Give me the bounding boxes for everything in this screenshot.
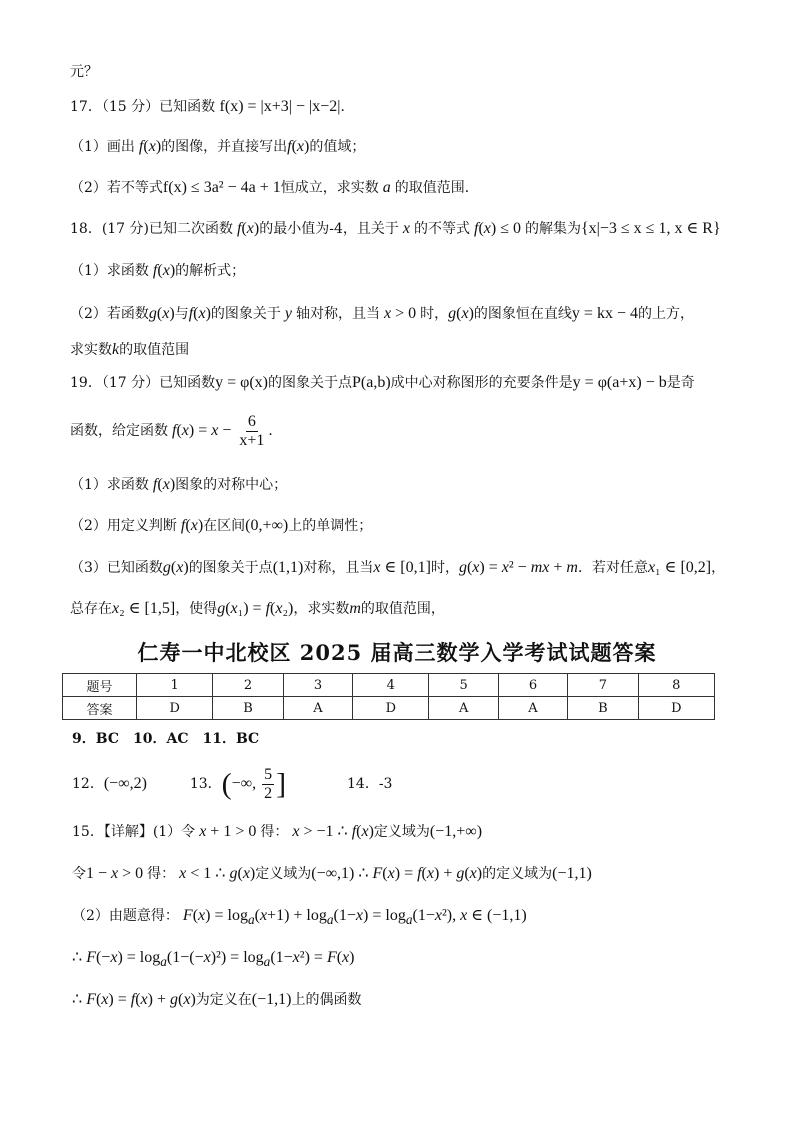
- table-cell: 7: [568, 674, 638, 697]
- s15-line2: 令1 − x > 0 得： x < 1 ∴ g(x)定义域为(−∞,1) ∴ F(x) = f(x) + g(x)的定义域为(−1,1): [72, 865, 592, 882]
- table-cell: 8: [638, 674, 714, 697]
- table-cell: 题号: [63, 674, 137, 697]
- q17-part1: （1）画出 f(x)的图像，并直接写出f(x)的值域；: [70, 138, 366, 155]
- answers-9-11: 9．BC 10．AC 11．BC: [72, 731, 260, 747]
- table-cell: 5: [429, 674, 498, 697]
- table-row: [63, 674, 715, 697]
- table-cell: B: [213, 697, 283, 720]
- table-cell: 3: [283, 674, 352, 697]
- s15-line4: ∴ $F(-x) = \log_a(1-(-x)^2) = \log_a(1-x^2) = F(x)$: [72, 949, 355, 970]
- q19-part2: （2）用定义判断 f(x)在区间(0,+∞)上的单调性；: [70, 517, 373, 534]
- q19-stem-cont: 函数，给定函数 f(x) = x − $\frac{6}{x+1}$ ．: [70, 412, 283, 449]
- s15-line3: （2）由题意得： $F(x) = \log_a(x+1) + \log_a(1-x) = \log_a(1-x^2)$, x ∈ (−1,1): [72, 907, 527, 928]
- s15-line1: 15．【详解】(1）令 x + 1 > 0 得： x > −1 ∴ f(x)定义域为(−1,+∞): [72, 823, 483, 840]
- q17-part2: （2）若不等式f(x) ≤ 3a² − 4a + 1恒成立，求实数 a 的取值范围．: [70, 179, 479, 196]
- q18-solution-set: {x|−3 ≤ x ≤ 1, x ∈ R}: [580, 220, 721, 237]
- table-cell: A: [498, 697, 567, 720]
- q17-function: f(x) = |x+3| − |x−2|: [219, 98, 341, 115]
- table-cell: D: [353, 697, 429, 720]
- table-cell: 答案: [63, 697, 137, 720]
- q19-part3-cont: 总存在x₂ ∈ [1,5]，使得g(x₁) = f(x₂)，求实数m的取值范围，: [70, 600, 445, 617]
- answers-12-14: 12．(−∞,2) 13．(−∞, $\frac{5}{2}$ ] 14．-3: [72, 765, 393, 802]
- q18-part2-cont: 求实数k的取值范围: [70, 341, 190, 358]
- table-cell: 1: [137, 674, 213, 697]
- q18-stem: 18．(17 分)已知二次函数 f(x)的最小值为-4，且关于 x 的不等式 f(x) ≤ 0 的解集为{x|−3 ≤ x ≤ 1, x ∈ R}: [70, 220, 721, 237]
- q17-stem: 17．（15 分）已知函数 f(x) = |x+3| − |x−2|．: [70, 98, 355, 115]
- table-cell: A: [283, 697, 352, 720]
- table-cell: B: [568, 697, 638, 720]
- q19-stem: 19．（17 分）已知函数y = φ(x)的图象关于点P(a,b)成中心对称图形的充要条件是y = φ(a+x) − b是奇: [70, 374, 695, 391]
- table-cell: 4: [353, 674, 429, 697]
- top-fragment: 元？: [70, 64, 98, 80]
- table-cell: 6: [498, 674, 567, 697]
- q19-part1: （1）求函数 f(x)图象的对称中心；: [70, 476, 288, 493]
- q18-part2: （2）若函数g(x)与f(x)的图象关于 y 轴对称，且当 x > 0 时，g(x)的图象恒在直线y = kx − 4的上方，: [70, 305, 694, 322]
- table-cell: 2: [213, 674, 283, 697]
- table-row: [63, 697, 715, 720]
- q19-fraction: $\frac{6}{x+1}$: [239, 412, 265, 449]
- answer-key-title: 仁寿一中北校区 2025 届高三数学入学考试试题答案: [137, 640, 657, 665]
- table-cell: D: [638, 697, 714, 720]
- table-cell: D: [137, 697, 213, 720]
- answer-table: [62, 673, 715, 720]
- q18-part1: （1）求函数 f(x)的解析式；: [70, 262, 246, 279]
- table-cell: A: [429, 697, 498, 720]
- q19-part3: （3）已知函数g(x)的图象关于点(1,1)对称，且当x ∈ [0,1]时，g(x) = x² − mx + m．若对任意x₁ ∈ [0,2]，: [70, 559, 726, 576]
- s15-line5: ∴ F(x) = f(x) + g(x)为定义在(−1,1)上的偶函数: [72, 991, 362, 1008]
